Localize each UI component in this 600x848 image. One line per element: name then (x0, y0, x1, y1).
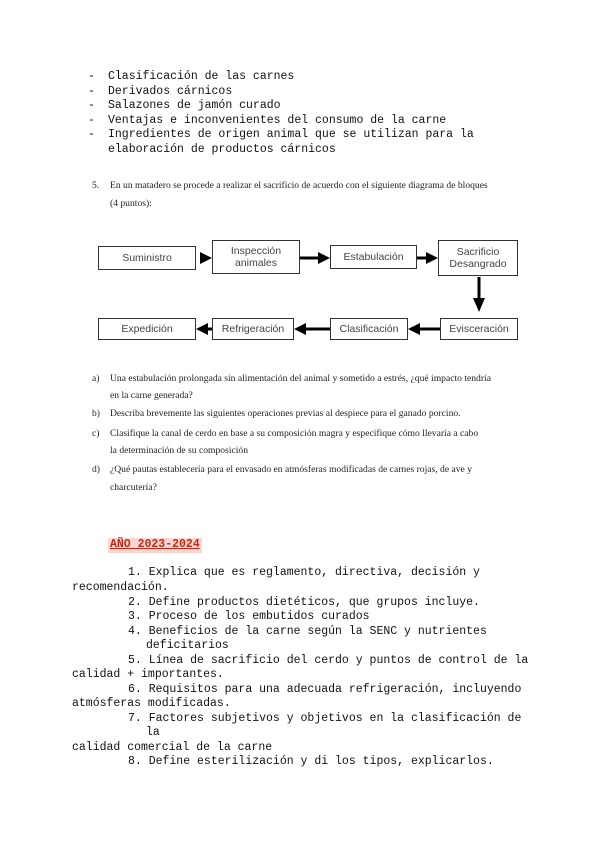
question-points: (4 puntos): (110, 198, 152, 209)
list-item-continuation: calidad + importantes. (72, 668, 224, 681)
box-inspeccion: Inspección animales (212, 240, 300, 274)
year-heading: AÑO 2023-2024 (110, 538, 200, 551)
list-item-continuation: elaboración de productos cárnicos (108, 142, 336, 156)
list-item: - Clasificación de las carnes (88, 70, 295, 83)
list-item: 1. Explica que es reglamento, directiva, decisión y (128, 566, 480, 579)
list-item-continuation: atmósferas modificadas. (72, 697, 231, 710)
list-item: 2. Define productos dietéticos, que grupos incluye. (128, 596, 480, 609)
subquestion-text: charcutería? (110, 482, 157, 493)
list-item: 6. Requisitos para una adecuada refrigeración, incluyendo (128, 683, 522, 696)
list-item: 4. Beneficios de la carne según la SENC y nutrientes (128, 625, 487, 638)
box-refrigeracion: Refrigeración (212, 318, 294, 340)
box-estabulacion: Estabulación (330, 245, 417, 269)
subquestion-text: la determinación de su composición (110, 445, 249, 456)
subquestion-letter: a) (92, 373, 100, 384)
subquestion-text: Una estabulación prolongada sin alimentación del animal y sometido a estrés, ¿qué impacto tendría (110, 373, 491, 384)
list-item: 7. Factores subjetivos y objetivos en la clasificación de (128, 712, 522, 725)
subquestion-letter: b) (92, 408, 100, 419)
subquestion-letter: d) (92, 464, 100, 475)
list-item-continuation: recomendación. (72, 581, 169, 594)
list-item: - Salazones de jamón curado (88, 99, 281, 113)
box-sacrificio: Sacrificio Desangrado (438, 240, 518, 276)
subquestion-text: Clasifique la canal de cerdo en base a su composición magra y especifique cómo llevaría a cabo (110, 428, 479, 439)
list-item-continuation: deficitarios (146, 639, 229, 652)
question-text: En un matadero se procede a realizar el sacrificio de acuerdo con el siguiente diagrama de bloques (110, 180, 488, 191)
list-item: 3. Proceso de los embutidos curados (128, 610, 370, 623)
box-expedicion: Expedición (98, 318, 196, 340)
topic-list (88, 70, 474, 158)
list-item: - Derivados cárnicos (88, 84, 233, 98)
subquestion-text: Describa brevemente las siguientes operaciones previas al despiece para el ganado porcino. (110, 408, 461, 419)
box-clasificacion: Clasificación (330, 318, 408, 340)
question-number: 5. (92, 180, 100, 191)
list-item: - Ingredientes de origen animal que se utilizan para la (88, 128, 474, 142)
subquestion-text: ¿Qué pautas establecería para el envasado en atmósferas modificadas de carnes rojas, de ave y (110, 464, 472, 475)
list-item: - Ventajas e inconvenientes del consumo de la carne (88, 113, 447, 127)
list-item-continuation: calidad comercial de la carne (72, 741, 273, 754)
subquestion-text: en la carne generada? (110, 390, 193, 401)
list-item: 8. Define esterilización y di los tipos, explicarlos. (128, 755, 494, 768)
box-evisceracion: Evisceración (440, 318, 518, 340)
subquestion-letter: c) (92, 428, 100, 439)
list-item-continuation: la (146, 726, 160, 739)
list-item: 5. Línea de sacrificio del cerdo y puntos de control de la (128, 654, 529, 667)
box-suministro: Suministro (98, 246, 196, 270)
